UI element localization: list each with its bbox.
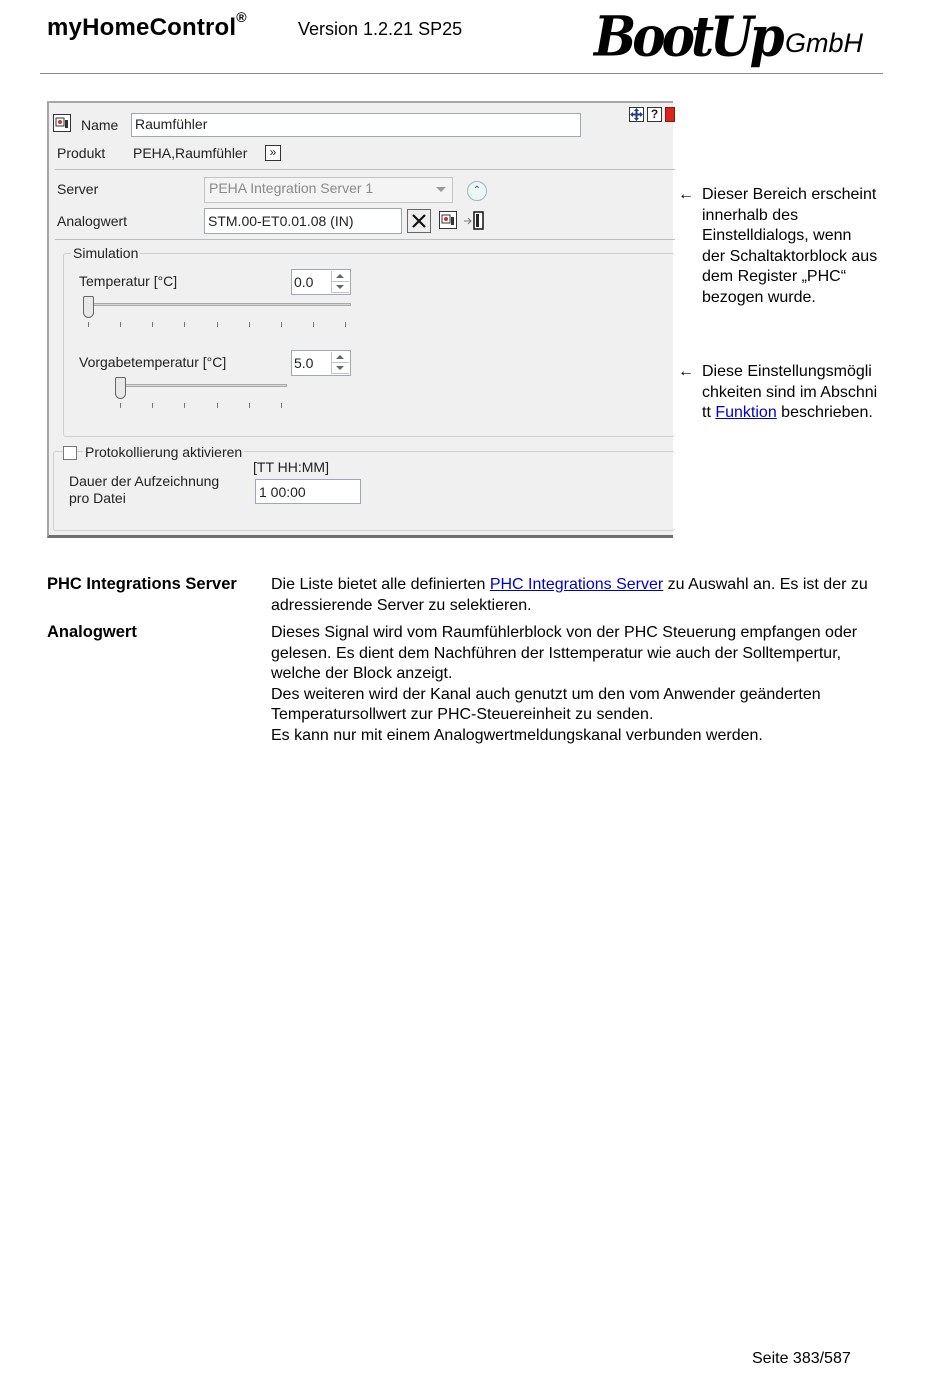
temperature-spinner[interactable] — [291, 269, 351, 295]
slider-tick — [281, 322, 282, 327]
slider-tick — [313, 322, 314, 327]
spinner-buttons[interactable] — [331, 271, 349, 293]
duration-label-line2: pro Datei — [69, 490, 126, 506]
slider-tick — [345, 322, 346, 327]
setpoint-value: 5.0 — [294, 355, 314, 371]
logging-checkbox[interactable] — [63, 446, 77, 460]
setpoint-slider-thumb[interactable] — [115, 377, 126, 399]
definition-term: PHC Integrations Server — [47, 575, 237, 593]
close-icon[interactable] — [665, 107, 675, 122]
definition-desc — [271, 575, 871, 616]
duration-input[interactable]: 1 00:00 — [255, 479, 361, 504]
product-details-button[interactable]: » — [265, 145, 281, 161]
desc-text: Die Liste bietet alle definierten — [271, 576, 486, 593]
desc-text: zu Auswahl an. Es ist der zu adressierende Server zu selektieren. — [271, 576, 868, 614]
slider-tick — [281, 403, 282, 408]
phc-server-link[interactable]: PHC Integrations Server — [489, 576, 664, 593]
slider-tick — [152, 322, 153, 327]
slider-tick — [249, 403, 250, 408]
slider-tick — [249, 322, 250, 327]
spinner-buttons[interactable] — [331, 352, 349, 374]
slider-tick — [152, 403, 153, 408]
spin-up-icon[interactable] — [332, 271, 349, 282]
note-text — [702, 362, 878, 424]
connect-icon[interactable] — [463, 209, 485, 231]
temperature-value: 0.0 — [294, 274, 314, 290]
slider-tick — [184, 322, 185, 327]
help-icon[interactable]: ? — [647, 107, 662, 122]
logging-group — [53, 451, 675, 531]
slider-tick — [184, 403, 185, 408]
spin-up-icon[interactable] — [332, 352, 349, 363]
separator — [55, 169, 675, 170]
function-link[interactable]: Funktion — [715, 404, 777, 421]
temperature-slider-track[interactable] — [85, 303, 351, 306]
move-icon[interactable] — [629, 107, 644, 122]
block-type-icon — [53, 114, 71, 132]
setpoint-spinner[interactable] — [291, 350, 351, 376]
version-label: Version 1.2.21 SP25 — [298, 19, 463, 39]
duration-unit: [TT HH:MM] — [253, 459, 329, 475]
arrow-left-icon: ← — [678, 186, 694, 203]
note-text-after: beschrieben. — [781, 404, 873, 421]
company-logo — [592, 6, 872, 68]
analog-label: Analogwert — [57, 213, 128, 229]
duration-label-line1: Dauer der Aufzeichnung — [69, 473, 220, 489]
desc-line: Dieses Signal wird vom Raumfühlerblock von der PHC Steuerung empfangen oder gelesen. Es dient dem Nachführen der Isttemperatur wie auch der Solltempertur, welche der Block anzeigt. — [271, 624, 858, 682]
slider-tick — [120, 322, 121, 327]
definition-term: Analogwert — [47, 623, 137, 641]
server-select[interactable] — [204, 177, 453, 203]
product-label: Produkt — [57, 145, 106, 161]
name-label: Name — [81, 117, 119, 133]
channel-icon[interactable] — [439, 211, 457, 229]
temperature-label: Temperatur [°C] — [79, 273, 178, 289]
spin-down-icon[interactable] — [332, 282, 349, 293]
separator — [55, 239, 675, 240]
arrow-left-icon: ← — [678, 363, 694, 380]
page-number: Seite 383/587 — [752, 1350, 851, 1367]
analog-input[interactable]: STM.00-ET0.01.08 (IN) — [204, 208, 402, 234]
note-function — [678, 362, 878, 424]
desc-line: Es kann nur mit einem Analogwertmeldungskanal verbunden werden. — [271, 726, 763, 744]
product-value: PEHA,Raumfühler — [133, 145, 248, 161]
header-divider — [40, 73, 883, 74]
server-select-value: PEHA Integration Server 1 — [209, 180, 374, 196]
simulation-label: Simulation — [73, 245, 139, 261]
chevron-down-icon — [436, 187, 446, 192]
note-text: Dieser Bereich erscheint innerhalb des Einstelldialogs, wenn der Schaltaktorblock aus dem Register „PHC“ bezogen wurde. — [702, 186, 878, 306]
slider-tick — [120, 403, 121, 408]
temperature-slider-thumb[interactable] — [83, 296, 94, 318]
definition-desc — [271, 623, 871, 746]
note-phc-register — [678, 185, 878, 308]
desc-line: Des weiteren wird der Kanal auch genutzt um den vom Anwender geänderten Temperatursollwert zur PHC-Steuereinheit zu senden. — [271, 685, 821, 723]
setpoint-slider-track[interactable] — [117, 384, 287, 387]
collapse-icon[interactable]: ⌃ — [467, 181, 487, 201]
slider-tick — [217, 322, 218, 327]
note-text-before: Diese Einstellungsmöglichkeiten sind im Abschnitt — [702, 363, 878, 421]
setpoint-label: Vorgabetemperatur [°C] — [79, 354, 227, 370]
settings-dialog — [47, 101, 673, 538]
logo-wordmark: BootUp — [594, 4, 781, 69]
slider-tick — [217, 403, 218, 408]
logo-suffix: GmbH — [785, 28, 864, 58]
name-input[interactable]: Raumfühler — [131, 113, 581, 137]
slider-tick — [88, 322, 89, 327]
server-label: Server — [57, 181, 99, 197]
brand-title: myHomeControl® — [47, 9, 247, 41]
logging-label: Protokollierung aktivieren — [85, 444, 243, 460]
spin-down-icon[interactable] — [332, 363, 349, 374]
clear-icon[interactable] — [407, 209, 431, 233]
